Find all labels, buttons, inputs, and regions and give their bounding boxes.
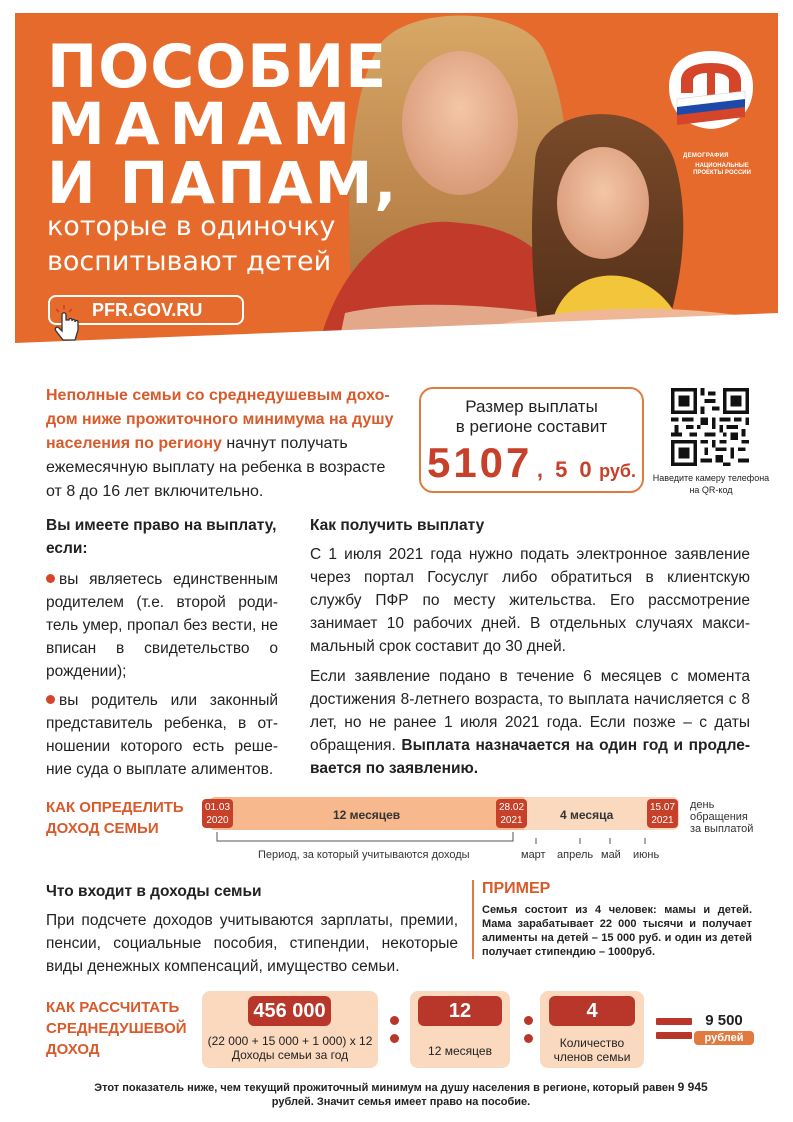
month-label: май [601, 849, 621, 861]
start-date-year: 2020 [206, 815, 229, 826]
calc-members-caption-2: членов семьи [553, 1050, 631, 1064]
footer-note [56, 1080, 746, 1109]
footer-text: Этот показатель ниже, чем текущий прожиточный минимум на душу населения в регионе, который равен [94, 1082, 678, 1094]
example-text: Семья состоит из 4 человек: мамы и детей. Мама зарабатывает 22 000 тысячи и получает алименты на детей – 15 000 руб. и один из детей получает стипендию – 1000руб. [482, 904, 752, 958]
income-text: При подсчете доходов учитываются зарплаты, премии, пенсии, социальные пособия, стипендии, некоторые виды денежных компенсаций, имущество семьи. [46, 912, 458, 975]
hero-title-line2: МАМАМ [47, 90, 360, 158]
girl-face [557, 147, 649, 259]
calc-title-line3: ДОХОД [46, 1041, 100, 1058]
bullet-icon [46, 574, 55, 583]
timeline-start-badge [202, 799, 233, 828]
amount-value [421, 439, 642, 487]
pfr-logo-icon [663, 47, 759, 133]
example-section [472, 880, 752, 959]
example-heading: ПРИМЕР [482, 880, 551, 897]
hero-banner [15, 13, 778, 361]
rights-item [46, 568, 278, 683]
amount-rubles: 5107 [426, 439, 533, 486]
month-label: март [521, 849, 546, 861]
period-caption: Период, за который учитываются доходы [258, 849, 470, 861]
calc-months-value: 12 [418, 996, 502, 1026]
calc-income-formula: (22 000 + 15 000 + 1 000) х 12 [207, 1034, 373, 1048]
how-to-heading: Как получить выплату [310, 517, 485, 534]
application-day-line2: обращения [690, 811, 748, 823]
how-to-paragraph: С 1 июля 2021 года нужно подать электронное заявление через портал Госуслуг либо обратиться в клиентскую службу ПФР по месту жительства. Его рассмотрение занимает 10 рабочих дней. В отдельных случаях максимальный срок составит до 30 дней. [310, 546, 750, 655]
income-section [46, 880, 458, 978]
calc-members-caption-1: Количество [559, 1036, 625, 1050]
end-date-day: 15.07 [649, 802, 676, 813]
calc-title-line2: СРЕДНЕДУШЕВОЙ [46, 1020, 187, 1037]
hero-title [47, 32, 399, 217]
mid-date-day: 28.02 [498, 802, 525, 813]
rights-heading: Вы имеете право на выплату, если: [46, 517, 277, 557]
calc-income-caption: Доходы семьи за год [231, 1048, 349, 1062]
rights-item-text: вы родитель или законный представитель ребенка, в отношении которого есть решение суда о выплате алиментов. [46, 692, 278, 778]
demography-logo [683, 153, 761, 177]
intro-text [46, 384, 398, 504]
calc-title-line1: КАК РАССЧИТАТЬ [46, 999, 180, 1016]
application-day-line1: день [690, 799, 715, 811]
how-to-bold-text: Выплата назначается на один год и продлевается по заявлению. [310, 737, 751, 777]
website-link[interactable]: PFR.GOV.RU [48, 295, 244, 325]
start-date-day: 01.03 [204, 802, 231, 813]
how-to-paragraph [310, 665, 750, 780]
application-day-label [690, 799, 753, 835]
divide-icon [524, 1016, 533, 1052]
hero-subtitle-line1: которые в одиночку [47, 211, 336, 242]
income-heading: Что входит в доходы семьи [46, 883, 262, 900]
calc-result-value: 9 500 [705, 1012, 743, 1029]
application-day-line3: за выплатой [690, 823, 754, 835]
hero-title-line1: ПОСОБИЕ [47, 32, 388, 102]
bullet-icon [46, 695, 55, 704]
month-label: апрель [557, 849, 594, 861]
hero-subtitle-line2: воспитывают детей [47, 246, 332, 277]
divide-icon [390, 1016, 399, 1052]
rights-item [46, 689, 278, 781]
calc-members-value: 4 [549, 996, 635, 1026]
rights-section [46, 514, 278, 787]
intro-highlight: Неполные семьи со среднедушевым доходом ниже прожиточного минимума на душу населения по региону [46, 387, 394, 452]
period2-label: 4 месяца [560, 808, 614, 822]
rights-item-text: вы являетесь единственным родителем (т.е. второй родитель умер, пропал без вести, не вписан в свидетельство о рождении); [46, 571, 278, 680]
woman-face [402, 51, 518, 195]
how-to-section [310, 514, 750, 787]
how-to-text: Если заявление подано в течение 6 месяцев с момента достижения 8-летнего возраста, то выплата начисляется с 8 лет, но не ранее 1 июля 2021 года. Если позже – с даты обращения. [310, 668, 750, 754]
timeline-title [46, 797, 184, 839]
calc-income-value: 456 000 [248, 996, 331, 1026]
month-label: июнь [633, 849, 660, 861]
calc-result [694, 1012, 754, 1045]
period1-label: 12 месяцев [333, 808, 401, 822]
equals-icon [656, 1018, 692, 1046]
footer-text-2: рублей. Значит семья имеет право на пособие. [271, 1096, 531, 1108]
amount-caption-line2: в регионе составит [455, 417, 608, 436]
payment-amount-box [419, 387, 644, 493]
hero-title-line3: И ПАПАМ, [47, 149, 399, 217]
amount-caption-line1: Размер выплаты [465, 397, 598, 416]
calc-result-unit: рублей [694, 1031, 754, 1045]
mid-date-year: 2021 [500, 815, 523, 826]
hand-cursor-icon [53, 303, 83, 343]
timeline-title-line1: КАК ОПРЕДЕЛИТЬ [46, 799, 184, 816]
timeline-mid-badge [496, 799, 527, 828]
hero-subtitle [47, 209, 335, 279]
amount-kopecks: , 5 0 [536, 457, 595, 482]
calc-title [46, 997, 187, 1060]
qr-code-icon[interactable] [671, 388, 749, 466]
qr-caption: Наведите камеру телефона на QR-код [652, 473, 770, 495]
calc-months-caption: 12 месяцев [428, 1044, 492, 1058]
national-projects-label: НАЦИОНАЛЬНЫЕ ПРОЕКТЫ РОССИИ [693, 163, 751, 176]
timeline-end-badge [647, 799, 678, 828]
footer-value: 9 945 [677, 1080, 708, 1094]
timeline-title-line2: ДОХОД СЕМЬИ [46, 820, 159, 837]
amount-unit: руб. [599, 461, 637, 481]
end-date-year: 2021 [651, 815, 674, 826]
intro-rest: начнут получать ежемесячную выплату на ребенка в возрасте от 8 до 16 лет включительно. [46, 435, 386, 500]
demography-label: ДЕМОГРАФИЯ [683, 153, 729, 159]
